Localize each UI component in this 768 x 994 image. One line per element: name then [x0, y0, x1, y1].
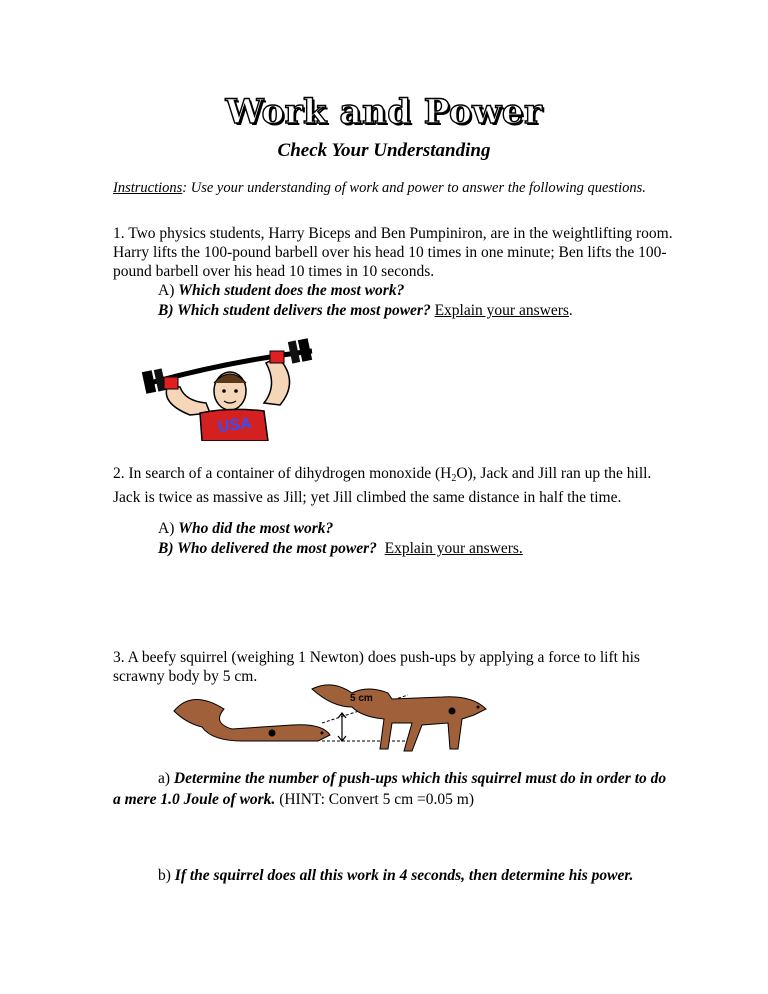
- instructions-label: Instructions: [113, 180, 183, 196]
- page-subtitle: Check Your Understanding: [277, 140, 491, 161]
- question-1-part-b: [158, 301, 678, 320]
- question-3-part-a: [113, 768, 673, 810]
- question-3-part-a-prefix: a): [158, 770, 174, 787]
- question-2-subscript: 2: [451, 473, 457, 484]
- question-2-text-before: 2. In search of a container of dihydrogen monoxide (H: [113, 465, 452, 482]
- question-1-part-a-prefix: A): [158, 282, 179, 299]
- question-1-part-a-text: Which student does the most work?: [178, 282, 405, 299]
- instructions: [113, 180, 673, 197]
- instructions-text: : Use your understanding of work and power to answer the following questions.: [182, 180, 646, 196]
- question-1-part-a: [158, 281, 678, 300]
- squirrel-measure-label: 5 cm: [350, 693, 373, 704]
- question-2-text: [113, 464, 673, 507]
- question-3-part-a-hint: (HINT: Convert 5 cm =0.05 m): [275, 791, 474, 808]
- question-3-part-b-text: If the squirrel does all this work in 4 seconds, then determine his power.: [174, 867, 634, 884]
- question-1-part-b-text: B) Which student delivers the most power?: [158, 302, 431, 319]
- question-2-part-a-text: Who did the most work?: [178, 520, 334, 537]
- question-1-explain-end: .: [568, 302, 573, 319]
- question-2-part-a-prefix: A): [158, 520, 179, 537]
- question-1-explain: Explain your answers: [434, 302, 569, 319]
- question-2-part-b: [158, 539, 678, 558]
- question-3-text: 3. A beefy squirrel (weighing 1 Newton) does push-ups by applying a force to lift his scrawny body by 5 cm.: [113, 649, 640, 685]
- question-3-part-b-prefix: b): [158, 867, 175, 884]
- question-2-text-after: O), Jack and Jill ran up the hill. Jack is twice as massive as Jill; yet Jill climbed the same distance in half the time.: [113, 465, 652, 506]
- page-title: Work and Power: [225, 92, 543, 132]
- question-1-text: 1. Two physics students, Harry Biceps and Ben Pumpiniron, are in the weightlifting room. Harry lifts the 100-pound barbell over his head 10 times in one minute; Ben lifts the 100-pound barbell over his head 10 times in 10 seconds.: [113, 225, 673, 280]
- question-3-part-a-text: Determine the number of push-ups which this squirrel must do in order to do a mere 1.0 Joule of work.: [113, 770, 667, 808]
- question-2-part-a: [158, 519, 678, 538]
- question-2-explain: Explain your answers.: [384, 540, 523, 557]
- question-3-part-b: [113, 865, 673, 886]
- shirt-text: USA: [217, 415, 253, 436]
- question-2-part-b-text: B) Who delivered the most power?: [158, 540, 377, 557]
- squirrel-pushup-figure: [172, 683, 502, 758]
